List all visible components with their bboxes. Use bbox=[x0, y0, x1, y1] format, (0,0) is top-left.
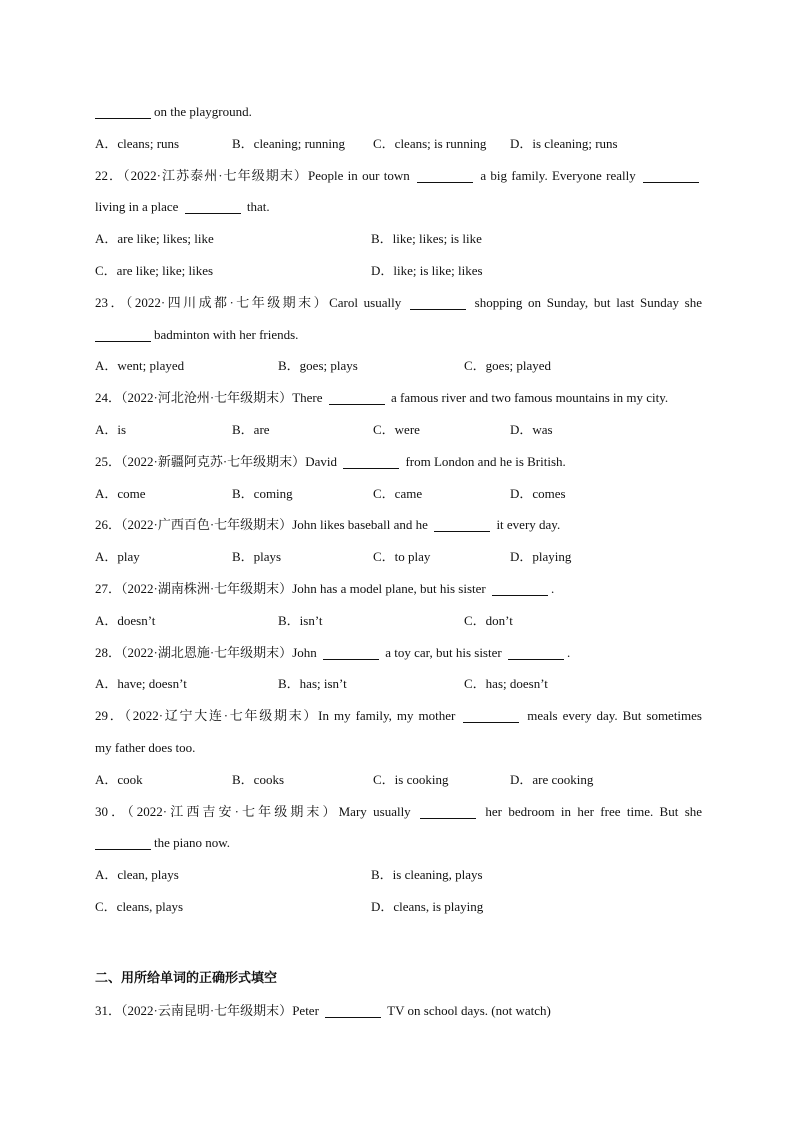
answer-blank[interactable] bbox=[643, 168, 699, 183]
q26-text-1: John likes baseball and he bbox=[292, 517, 428, 533]
answer-blank[interactable] bbox=[417, 168, 473, 183]
exam-page bbox=[95, 96, 702, 1026]
q29-text-3: my father does too. bbox=[95, 739, 196, 755]
option-b[interactable]: B．cooks bbox=[232, 771, 285, 787]
option-a[interactable]: A．went; played bbox=[95, 358, 185, 374]
question-number: 26． bbox=[95, 517, 122, 533]
answer-blank[interactable] bbox=[95, 327, 151, 342]
q30-text-2: her bedroom in her free time. But she bbox=[485, 803, 703, 819]
q25-text-1: David bbox=[305, 453, 337, 469]
q29-options bbox=[95, 764, 702, 796]
option-b[interactable]: B．like; likes; is like bbox=[371, 231, 482, 247]
q22-options-row2 bbox=[95, 255, 702, 287]
q23-stem bbox=[95, 287, 702, 319]
question-source: （2022·新疆阿克苏·七年级期末） bbox=[121, 453, 306, 469]
q22-text-3: living in a place bbox=[95, 199, 179, 215]
q30-text-1: Mary usually bbox=[338, 803, 411, 819]
q28-text-3: . bbox=[566, 644, 571, 660]
q23-text-3: badminton with her friends. bbox=[154, 326, 299, 342]
q22-options-row1 bbox=[95, 223, 702, 255]
answer-blank[interactable] bbox=[323, 645, 379, 660]
question-number: 23． bbox=[95, 294, 126, 310]
question-source: （2022·湖北恩施·七年级期末） bbox=[121, 644, 293, 660]
answer-blank[interactable] bbox=[420, 804, 476, 819]
q27-text-2: . bbox=[550, 580, 555, 596]
q22-stem bbox=[95, 160, 702, 192]
q27-text-1: John has a model plane, but his sister bbox=[292, 580, 486, 596]
answer-blank[interactable] bbox=[343, 454, 399, 469]
q25-options bbox=[95, 478, 702, 510]
option-d[interactable]: D．is cleaning; runs bbox=[510, 135, 618, 151]
option-a[interactable]: A．come bbox=[95, 485, 146, 501]
q23-stem-line2 bbox=[95, 319, 702, 351]
q22-text-1: People in our town bbox=[307, 167, 410, 183]
option-b[interactable]: B．plays bbox=[232, 549, 282, 565]
option-c[interactable]: C．goes; played bbox=[464, 358, 552, 374]
option-a[interactable]: A．are like; likes; like bbox=[95, 231, 214, 247]
option-d[interactable]: D．playing bbox=[510, 549, 572, 565]
q22-text-4: that. bbox=[246, 199, 270, 215]
option-a[interactable]: A．is bbox=[95, 421, 127, 437]
question-number: 30． bbox=[95, 803, 128, 819]
q21-options bbox=[95, 128, 702, 160]
q23-options bbox=[95, 350, 702, 382]
option-c[interactable]: C．came bbox=[373, 485, 423, 501]
answer-blank[interactable] bbox=[329, 390, 385, 405]
section-heading: 二、用所给单词的正确形式填空 bbox=[95, 970, 278, 986]
question-source: （2022·辽宁大连·七年级期末） bbox=[124, 708, 319, 724]
answer-blank[interactable] bbox=[185, 199, 241, 214]
question-source: （2022·江苏泰州·七年级期末） bbox=[123, 167, 308, 183]
q28-text-2: a toy car, but his sister bbox=[385, 644, 502, 660]
question-number: 24． bbox=[95, 390, 122, 406]
q31-text-1: Peter bbox=[292, 1002, 319, 1018]
option-c[interactable]: C．are like; like; likes bbox=[95, 262, 214, 278]
option-a[interactable]: A．clean, plays bbox=[95, 867, 179, 883]
q27-stem bbox=[95, 573, 702, 605]
q24-options bbox=[95, 414, 702, 446]
question-number: 31． bbox=[95, 1002, 122, 1018]
question-number: 27． bbox=[95, 580, 122, 596]
q30-stem bbox=[95, 796, 702, 828]
option-b[interactable]: B．goes; plays bbox=[278, 358, 358, 374]
q24-text-2: a famous river and two famous mountains in my city. bbox=[391, 390, 669, 406]
question-source: （2022·湖南株洲·七年级期末） bbox=[121, 580, 293, 596]
option-d[interactable]: D．was bbox=[510, 421, 553, 437]
q25-text-2: from London and he is British. bbox=[405, 453, 566, 469]
q31-text-2: TV on school days. (not watch) bbox=[387, 1002, 551, 1018]
q30-text-3: the piano now. bbox=[154, 835, 231, 851]
question-number: 29． bbox=[95, 708, 125, 724]
q28-options bbox=[95, 668, 702, 700]
option-a[interactable]: A．play bbox=[95, 549, 140, 565]
q22-stem-line2 bbox=[95, 191, 702, 223]
option-b[interactable]: B．are bbox=[232, 421, 270, 437]
q26-options bbox=[95, 541, 702, 573]
q24-stem bbox=[95, 382, 702, 414]
answer-blank[interactable] bbox=[463, 708, 519, 723]
question-source: （2022·江西吉安·七年级期末） bbox=[127, 803, 339, 819]
q30-stem-line2 bbox=[95, 827, 702, 859]
answer-blank[interactable] bbox=[95, 835, 151, 850]
answer-blank[interactable] bbox=[410, 295, 466, 310]
option-c[interactable]: C．has; doesn’t bbox=[464, 676, 548, 692]
q27-options bbox=[95, 605, 702, 637]
answer-blank[interactable] bbox=[508, 645, 564, 660]
q31-stem bbox=[95, 995, 702, 1027]
option-d[interactable]: D．like; is like; likes bbox=[371, 262, 483, 278]
answer-blank[interactable] bbox=[492, 581, 548, 596]
question-number: 25． bbox=[95, 453, 122, 469]
q26-text-2: it every day. bbox=[496, 517, 561, 533]
question-source: （2022·广西百色·七年级期末） bbox=[121, 517, 293, 533]
option-a[interactable]: A．cleans; runs bbox=[95, 135, 180, 151]
q29-stem bbox=[95, 700, 702, 732]
q24-text-1: There bbox=[292, 390, 323, 406]
q29-text-2: meals every day. But sometimes bbox=[527, 708, 702, 724]
answer-blank[interactable] bbox=[95, 104, 151, 119]
q21-stem-continuation bbox=[95, 96, 702, 128]
q29-stem-line2 bbox=[95, 732, 702, 764]
option-c[interactable]: C．is cooking bbox=[373, 771, 449, 787]
question-number: 28． bbox=[95, 644, 122, 660]
option-b[interactable]: B．coming bbox=[232, 485, 293, 501]
question-number: 22． bbox=[95, 167, 124, 183]
option-d[interactable]: D．comes bbox=[510, 485, 566, 501]
q26-stem bbox=[95, 509, 702, 541]
option-a[interactable]: A．doesn’t bbox=[95, 612, 156, 628]
q21-text: on the playground. bbox=[154, 104, 252, 119]
option-c[interactable]: C．cleans; is running bbox=[373, 135, 487, 151]
option-d[interactable]: D．are cooking bbox=[510, 771, 594, 787]
q25-stem bbox=[95, 446, 702, 478]
option-c[interactable]: C．cleans, plays bbox=[95, 898, 184, 914]
answer-blank[interactable] bbox=[434, 517, 490, 532]
option-a[interactable]: A．cook bbox=[95, 771, 143, 787]
q29-text-1: In my family, my mother bbox=[318, 708, 456, 724]
q23-text-2: shopping on Sunday, but last Sunday she bbox=[474, 294, 703, 310]
q22-text-2: a big family. Everyone really bbox=[480, 167, 636, 183]
option-c[interactable]: C．don’t bbox=[464, 612, 513, 628]
option-a[interactable]: A．have; doesn’t bbox=[95, 676, 187, 692]
option-d[interactable]: D．cleans, is playing bbox=[371, 898, 484, 914]
q23-text-1: Carol usually bbox=[329, 294, 402, 310]
option-c[interactable]: C．to play bbox=[373, 549, 431, 565]
option-b[interactable]: B．cleaning; running bbox=[232, 135, 346, 151]
q28-stem bbox=[95, 637, 702, 669]
q30-options-row2 bbox=[95, 891, 702, 923]
option-b[interactable]: B．has; isn’t bbox=[278, 676, 347, 692]
question-source: （2022·四川成都·七年级期末） bbox=[125, 294, 330, 310]
answer-blank[interactable] bbox=[325, 1003, 381, 1018]
q28-text-1: John bbox=[292, 644, 317, 660]
question-source: （2022·云南昆明·七年级期末） bbox=[121, 1002, 293, 1018]
option-b[interactable]: B．isn’t bbox=[278, 612, 323, 628]
question-source: （2022·河北沧州·七年级期末） bbox=[121, 390, 293, 406]
q30-options-row1 bbox=[95, 859, 702, 891]
option-b[interactable]: B．is cleaning, plays bbox=[371, 867, 483, 883]
option-c[interactable]: C．were bbox=[373, 421, 420, 437]
